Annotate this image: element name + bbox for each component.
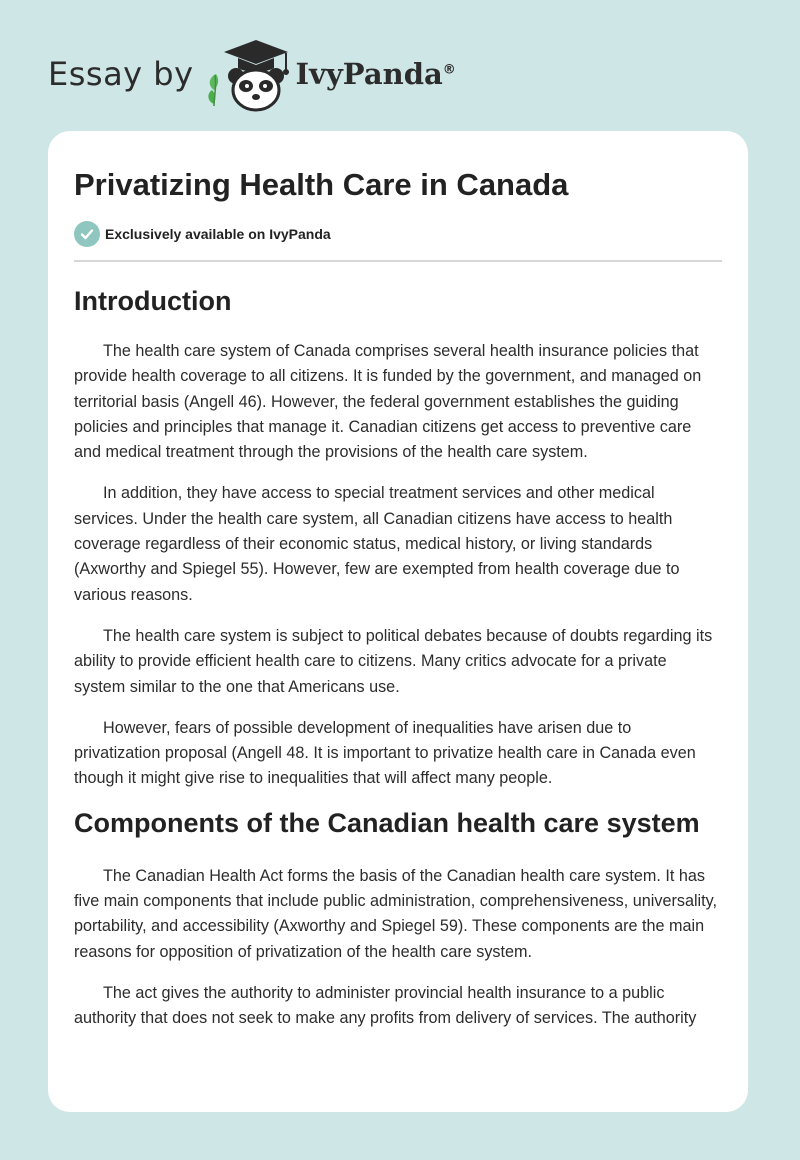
- section-heading-components: Components of the Canadian health care system: [74, 807, 700, 838]
- intro-paragraph-4: However, fears of possible development of inequalities have arisen due to privatization proposal (Angell 48. It is important to privatize health care in Canada even though it might give rise to inequalities that will affect many people.: [74, 718, 696, 788]
- exclusive-badge-label: Exclusively available on IvyPanda: [105, 226, 331, 242]
- brand-header: [48, 34, 456, 114]
- title-divider: [74, 260, 722, 262]
- intro-paragraph-3: The health care system is subject to political debates because of doubts regarding its ability to provide efficient health care to citizens. Many critics advocate for a private system similar to the one that Americans use.: [74, 626, 713, 696]
- intro-paragraph-1: The health care system of Canada comprises several health insurance policies that provide health coverage to all citizens. It is funded by the government, and managed on territorial basis (Angell 46). However, the federal government establishes the guiding policies and principles that manage it. Canadian citizens get access to preventive care and medical treatment through the provisions of the health care system.: [74, 342, 702, 462]
- essay-by-label: Essay by: [48, 55, 194, 93]
- checkmark-icon: [74, 221, 100, 247]
- section-heading-introduction: Introduction: [74, 286, 232, 316]
- exclusive-badge: [74, 221, 722, 247]
- components-paragraph-1: The Canadian Health Act forms the basis of the Canadian health care system. It has five main components that include public administration, comprehensiveness, universality, portability, and accessibility (Axworthy and Spiegel 59). These components are the main reasons for opposition of privatization of the health care system.: [74, 866, 718, 961]
- page-title: Privatizing Health Care in Canada: [74, 167, 569, 202]
- ivypanda-logo-text[interactable]: IvyPanda®: [295, 57, 456, 91]
- components-paragraph-2: The act gives the authority to administer provincial health insurance to a public authority that does not seek to make any profits from delivery of services. The authority: [74, 983, 697, 1028]
- ivypanda-logo-icon[interactable]: [202, 34, 294, 114]
- intro-paragraph-2: In addition, they have access to special treatment services and other medical services. Under the health care system, all Canadian citizens have access to health coverage regardless of their economic status, medical history, or living standards (Axworthy and Spiegel 55). However, few are exempted from health coverage due to various reasons.: [74, 484, 680, 604]
- article-card: [48, 131, 748, 1112]
